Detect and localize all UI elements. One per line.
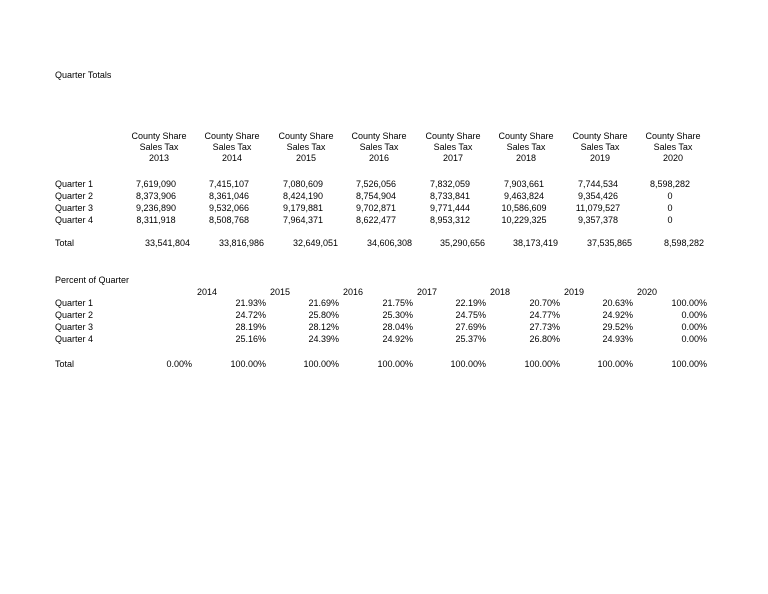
- table-cell: 9,771,444: [429, 203, 471, 213]
- table-cell: 9,354,426: [577, 191, 619, 201]
- percent-cell: 27.69%: [455, 322, 486, 332]
- column-header: [493, 131, 559, 164]
- header-line-2: Sales Tax: [139, 142, 179, 152]
- table-cell: 0: [667, 203, 673, 213]
- percent-total-cell: 100.00%: [377, 359, 413, 369]
- total-label: Total: [55, 238, 75, 248]
- year-header: 2017: [417, 287, 438, 297]
- header-line-1: County Share: [645, 131, 701, 141]
- percent-cell: 24.39%: [308, 334, 339, 344]
- header-line-2: Sales Tax: [653, 142, 693, 152]
- row-label: Quarter 3: [55, 203, 94, 213]
- quarter-totals-title: Quarter Totals: [55, 70, 112, 80]
- percent-cell: 20.70%: [529, 298, 560, 308]
- total-cell: 37,535,865: [586, 238, 632, 248]
- percent-cell: 21.75%: [382, 298, 413, 308]
- header-line-2: Sales Tax: [506, 142, 546, 152]
- table-cell: 8,953,312: [429, 215, 471, 225]
- percent-cell: 24.77%: [529, 310, 560, 320]
- percent-cell: 26.80%: [529, 334, 560, 344]
- table-cell: 8,733,841: [429, 191, 471, 201]
- table-cell: 9,179,881: [282, 203, 324, 213]
- percent-cell: 28.19%: [235, 322, 266, 332]
- table-cell: 11,079,527: [575, 203, 621, 213]
- percent-total-cell: 0.00%: [166, 359, 192, 369]
- table-cell: 10,586,609: [501, 203, 547, 213]
- table-cell: 10,229,325: [501, 215, 547, 225]
- header-year: 2014: [221, 153, 243, 163]
- year-header: 2018: [490, 287, 511, 297]
- column-header: [199, 131, 265, 164]
- year-header: 2014: [197, 287, 218, 297]
- table-cell: 9,532,066: [208, 203, 250, 213]
- table-cell: 9,236,890: [135, 203, 177, 213]
- total-cell: 34,606,308: [366, 238, 412, 248]
- header-year: 2019: [589, 153, 611, 163]
- column-header: [640, 131, 706, 164]
- row-label: Quarter 3: [55, 322, 94, 332]
- total-cell: 33,816,986: [218, 238, 264, 248]
- percent-cell: 25.30%: [382, 310, 413, 320]
- header-year: 2018: [515, 153, 537, 163]
- percent-cell: 100.00%: [671, 298, 707, 308]
- table-cell: 7,964,371: [282, 215, 324, 225]
- total-label: Total: [55, 359, 75, 369]
- header-year: 2020: [662, 153, 684, 163]
- table-cell: 8,508,768: [208, 215, 250, 225]
- table-cell: 8,311,918: [136, 215, 176, 225]
- percent-cell: 27.73%: [529, 322, 560, 332]
- table-cell: 8,622,477: [355, 215, 397, 225]
- percent-cell: 21.69%: [308, 298, 339, 308]
- percent-cell: 24.72%: [235, 310, 266, 320]
- column-header: [126, 131, 192, 164]
- total-cell: 38,173,419: [512, 238, 558, 248]
- percent-cell: 0.00%: [681, 310, 707, 320]
- column-header: [420, 131, 486, 164]
- percent-total-cell: 100.00%: [524, 359, 560, 369]
- row-label: Quarter 1: [55, 179, 94, 189]
- row-label: Quarter 4: [55, 215, 94, 225]
- table-cell: 7,415,107: [208, 179, 250, 189]
- percent-cell: 24.92%: [602, 310, 633, 320]
- percent-total-cell: 100.00%: [450, 359, 486, 369]
- percent-total-cell: 100.00%: [230, 359, 266, 369]
- column-header: [567, 131, 633, 164]
- table-cell: 7,526,056: [355, 179, 397, 189]
- header-line-1: County Share: [131, 131, 187, 141]
- header-line-2: Sales Tax: [580, 142, 620, 152]
- percent-total-cell: 100.00%: [671, 359, 707, 369]
- table-cell: 9,357,378: [577, 215, 619, 225]
- table-cell: 9,463,824: [503, 191, 545, 201]
- table-cell: 8,373,906: [135, 191, 177, 201]
- header-year: 2017: [442, 153, 464, 163]
- header-line-2: Sales Tax: [433, 142, 473, 152]
- header-line-1: County Share: [204, 131, 260, 141]
- row-label: Quarter 2: [55, 310, 94, 320]
- header-line-1: County Share: [351, 131, 407, 141]
- total-cell: 35,290,656: [439, 238, 485, 248]
- year-header: 2020: [637, 287, 658, 297]
- header-year: 2013: [148, 153, 170, 163]
- percent-cell: 28.12%: [308, 322, 339, 332]
- header-line-2: Sales Tax: [359, 142, 399, 152]
- header-line-1: County Share: [498, 131, 554, 141]
- table-cell: 7,080,609: [282, 179, 324, 189]
- percent-cell: 29.52%: [602, 322, 633, 332]
- percent-total-cell: 100.00%: [303, 359, 339, 369]
- total-cell: 32,649,051: [292, 238, 338, 248]
- row-label: Quarter 1: [55, 298, 94, 308]
- total-cell: 8,598,282: [663, 238, 704, 248]
- column-header: [273, 131, 339, 164]
- table-cell: 7,903,661: [503, 179, 545, 189]
- header-year: 2016: [368, 153, 390, 163]
- table-cell: 7,744,534: [577, 179, 619, 189]
- percent-cell: 25.80%: [308, 310, 339, 320]
- percent-cell: 24.92%: [382, 334, 413, 344]
- header-line-2: Sales Tax: [286, 142, 326, 152]
- table-cell: 7,832,059: [429, 179, 471, 189]
- row-label: Quarter 4: [55, 334, 94, 344]
- percent-cell: 25.37%: [455, 334, 486, 344]
- table-cell: 9,702,871: [355, 203, 397, 213]
- percent-cell: 25.16%: [235, 334, 266, 344]
- percent-cell: 21.93%: [235, 298, 266, 308]
- table-cell: 8,754,904: [355, 191, 397, 201]
- table-cell: 0: [667, 191, 673, 201]
- percent-cell: 0.00%: [681, 334, 707, 344]
- header-line-1: County Share: [572, 131, 628, 141]
- percent-cell: 22.19%: [455, 298, 486, 308]
- percent-cell: 24.93%: [602, 334, 633, 344]
- table-cell: 8,424,190: [282, 191, 324, 201]
- table-cell: 8,598,282: [649, 179, 691, 189]
- percent-total-cell: 100.00%: [597, 359, 633, 369]
- row-label: Quarter 2: [55, 191, 94, 201]
- header-line-2: Sales Tax: [212, 142, 252, 152]
- total-cell: 33,541,804: [144, 238, 190, 248]
- header-year: 2015: [295, 153, 317, 163]
- year-header: 2019: [564, 287, 585, 297]
- percent-cell: 0.00%: [681, 322, 707, 332]
- column-header: [346, 131, 412, 164]
- table-cell: 7,619,090: [135, 179, 177, 189]
- percent-cell: 28.04%: [382, 322, 413, 332]
- table-cell: 8,361,046: [208, 191, 250, 201]
- header-line-1: County Share: [425, 131, 481, 141]
- year-header: 2015: [270, 287, 291, 297]
- header-line-1: County Share: [278, 131, 334, 141]
- year-header: 2016: [343, 287, 364, 297]
- percent-of-quarter-title: Percent of Quarter: [55, 275, 130, 285]
- table-cell: 0: [667, 215, 673, 225]
- percent-cell: 24.75%: [455, 310, 486, 320]
- percent-cell: 20.63%: [602, 298, 633, 308]
